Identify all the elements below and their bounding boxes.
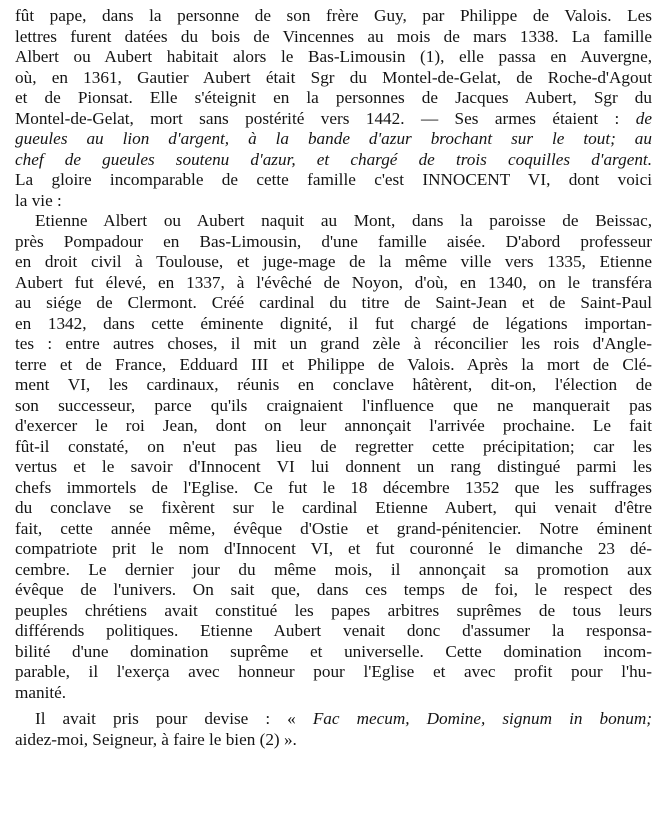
text-line: au siége de Clermont. Créé cardinal du titre de Saint-Jean et de Saint-Paul bbox=[15, 293, 652, 312]
text-line: près Pompadour en Bas-Limousin, d'une famille aisée. D'abord professeur bbox=[15, 231, 652, 251]
text-line: fût-il constaté, on n'eut pas lieu de regretter cette précipitation; car les bbox=[15, 436, 652, 456]
text-line: bilité d'une domination suprême et universelle. Cette domination incom- bbox=[15, 641, 652, 661]
text-line: Etienne Albert ou Aubert naquit au Mont, dans la paroisse de Beissac, bbox=[35, 211, 652, 230]
text-line bbox=[15, 129, 652, 150]
text-line: tes : entre autres choses, il mit un grand zèle à réconcilier les rois d'Angle- bbox=[15, 334, 652, 353]
text-line: différends politiques. Etienne Aubert venait donc d'assumer la responsa- bbox=[15, 621, 652, 640]
text-line: compatriote prit le nom d'Innocent VI, et fut couronné le dimanche 23 dé- bbox=[15, 539, 652, 558]
text-line: aidez-moi, Seigneur, à faire le bien (2) ». bbox=[15, 729, 297, 749]
text-line: fait, cette année même, évêque d'Ostie et grand-pénitencier. Notre éminent bbox=[15, 518, 652, 538]
paragraph-biography bbox=[15, 211, 652, 703]
text-line: et de Pionsat. Elle s'éteignit en la personnes de Jacques Aubert, Sgr du bbox=[15, 88, 652, 107]
text-line: lettres furent datées du bois de Vincennes au mois de mars 1338. La famille bbox=[15, 26, 652, 46]
italic-text: de bbox=[635, 108, 652, 128]
text-line: manité. bbox=[15, 682, 67, 702]
text-line: d'exercer le roi Jean, dont on leur annonçait l'arrivée prochaine. Le fait bbox=[15, 416, 652, 435]
text-line: La gloire incomparable de cette famille c'est INNOCENT VI, dont voici bbox=[15, 170, 652, 189]
text-line: Il avait pris pour devise : « Fac mecum, Domine, signum in bonum; bbox=[35, 709, 652, 728]
italic-text: chef de gueules soutenu d'azur, et chargé de trois coquilles d'argent. bbox=[15, 149, 652, 169]
text-line: ment VI, les cardinaux, réunis en conclave hâtèrent, dit-on, l'élection de bbox=[15, 375, 652, 394]
text-line: parable, il l'exerça avec honneur pour l'Eglise et avec profit pour l'hu- bbox=[15, 662, 652, 681]
text-line bbox=[15, 150, 652, 171]
text-line: en 1342, dans cette éminente dignité, il fut chargé de légations importan- bbox=[15, 313, 652, 333]
text-line: cembre. Le dernier jour du même mois, il annonçait sa promotion aux bbox=[15, 559, 652, 579]
text-line: Aubert fut élevé, en 1337, à l'évêché de Noyon, d'où, en 1340, on le transféra bbox=[15, 272, 652, 292]
text-line: évêque de l'univers. On sait que, dans ces temps de foi, le respect des bbox=[15, 580, 652, 599]
paragraph-motto bbox=[15, 709, 652, 750]
text-line: du conclave se fixèrent sur le cardinal Etienne Aubert, qui venait d'être bbox=[15, 498, 652, 517]
italic-text: gueules au lion d'argent, à la bande d'azur brochant sur le tout; au bbox=[15, 129, 652, 148]
italic-text: Fac mecum, Domine, signum in bonum; bbox=[312, 709, 652, 728]
text-line: vertus et le savoir d'Innocent VI lui donnent un rang distingué parmi les bbox=[15, 457, 652, 476]
text-line: en droit civil à Toulouse, et juge-mage de la même ville vers 1335, Etienne bbox=[15, 252, 652, 271]
text-line: la vie : bbox=[15, 190, 62, 210]
text-line: fût pape, dans la personne de son frère Guy, par Philippe de Valois. Les bbox=[15, 6, 652, 25]
text-line: Montel-de-Gelat, mort sans postérité vers 1442. — Ses armes étaient : de bbox=[15, 108, 652, 128]
text-line: Albert ou Aubert habitait alors le Bas-Limousin (1), elle passa en Auvergne, bbox=[15, 47, 652, 66]
text-line: son successeur, parce qu'ils craignaient l'influence que ne manquerait pas bbox=[15, 395, 652, 415]
paragraph-history bbox=[15, 6, 652, 211]
text-line: où, en 1361, Gautier Aubert était Sgr du Montel-de-Gelat, de Roche-d'Agout bbox=[15, 67, 652, 87]
text-line: chefs immortels de l'Eglise. Ce fut le 18 décembre 1352 que les suffrages bbox=[15, 477, 652, 497]
text-line: peuples chrétiens avait constitué les papes arbitres suprêmes de tous leurs bbox=[15, 600, 652, 620]
text-line: terre et de France, Edduard III et Philippe de Valois. Après la mort de Clé- bbox=[15, 354, 652, 374]
